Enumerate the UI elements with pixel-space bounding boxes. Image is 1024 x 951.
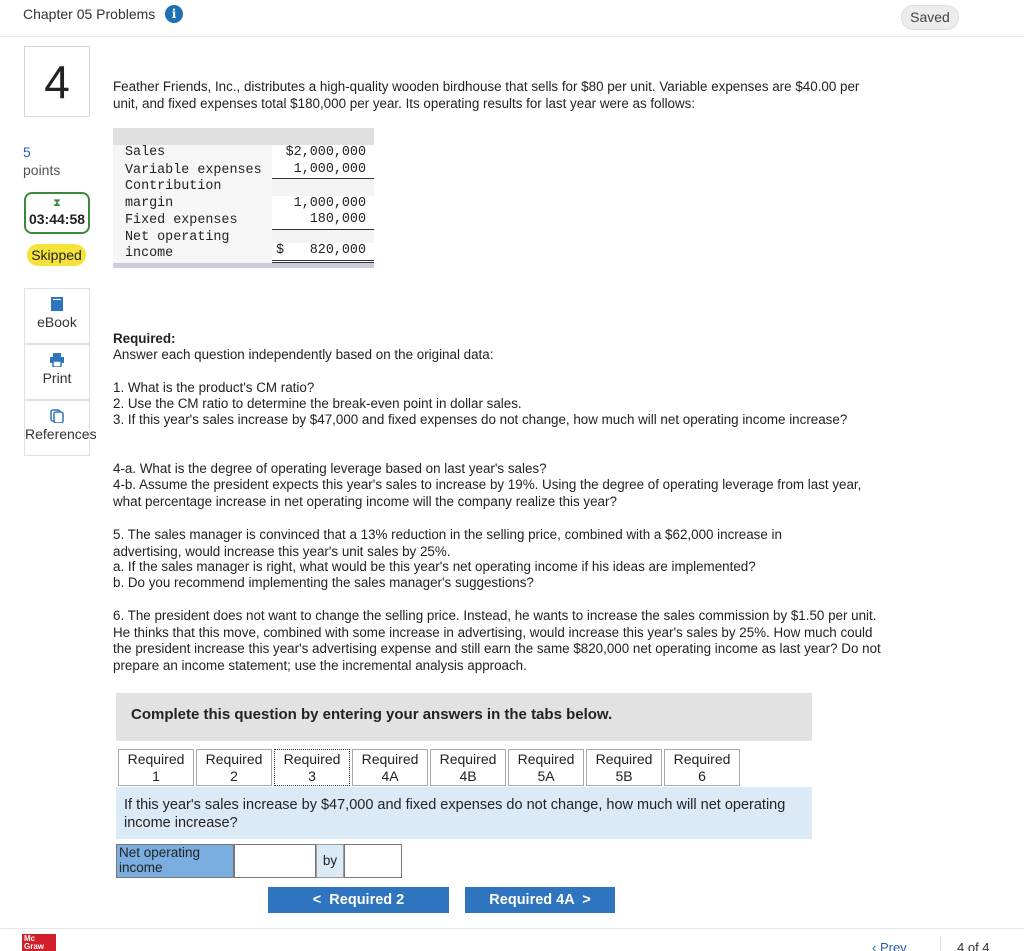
row-value: $2,000,000 bbox=[272, 145, 374, 162]
tab-label: Required bbox=[361, 751, 419, 767]
table-row bbox=[113, 162, 374, 180]
by-label: by bbox=[316, 844, 344, 878]
tab-panel-prompt bbox=[116, 787, 812, 839]
tab-label: Required bbox=[595, 751, 653, 767]
row-label: Contribution margin bbox=[113, 179, 272, 212]
question-2: 2. Use the CM ratio to determine the break-even point in dollar sales. bbox=[113, 396, 522, 411]
instruction-box bbox=[116, 693, 812, 741]
status-badge: Skipped bbox=[27, 244, 86, 266]
tab-required-4b[interactable] bbox=[430, 749, 506, 786]
timer-value: 03:44:58 bbox=[28, 211, 86, 227]
timer[interactable] bbox=[24, 192, 90, 234]
prev-link-label: Prev bbox=[879, 940, 907, 951]
print-button[interactable] bbox=[24, 344, 90, 400]
top-bar bbox=[0, 0, 1024, 37]
tab-number: 5B bbox=[615, 768, 633, 784]
tab-number: 2 bbox=[230, 768, 238, 784]
book-icon bbox=[50, 297, 64, 311]
tab-number: 5A bbox=[537, 768, 555, 784]
row-label: Net operating income bbox=[113, 230, 272, 263]
prev-question-link[interactable]: ‹ Prev bbox=[872, 940, 907, 951]
row-label: Sales bbox=[113, 145, 272, 162]
saved-badge: Saved bbox=[901, 5, 959, 30]
percent-input[interactable] bbox=[344, 844, 402, 878]
currency-symbol: $ bbox=[276, 243, 285, 258]
chapter-title: Chapter 05 Problems bbox=[23, 6, 156, 22]
next-tab-button[interactable] bbox=[465, 887, 615, 913]
next-tab-label: Required 4A bbox=[489, 892, 575, 908]
required-subheading: Answer each question independently based on the original data: bbox=[113, 347, 494, 362]
chevron-right-icon: > bbox=[582, 892, 591, 908]
publisher-logo: Mc Graw bbox=[22, 934, 56, 951]
chevron-left-icon: < bbox=[312, 892, 322, 908]
question-5: 5. The sales manager is convinced that a 13% reduction in the selling price, combined with a $62,000 increase in advertising, would increase this year's unit sales by 25%. bbox=[113, 527, 782, 559]
amount-input[interactable] bbox=[234, 844, 316, 878]
prev-tab-label: Required 2 bbox=[329, 892, 405, 908]
prev-tab-button[interactable] bbox=[268, 887, 449, 913]
tab-number: 4A bbox=[381, 768, 399, 784]
tab-required-1[interactable] bbox=[118, 749, 194, 786]
row-label: Variable expenses bbox=[113, 163, 272, 180]
question-1: 1. What is the product's CM ratio? bbox=[113, 380, 315, 395]
table-row bbox=[113, 212, 374, 230]
table-row bbox=[113, 230, 374, 263]
table-row bbox=[113, 179, 374, 212]
footer-separator bbox=[940, 936, 941, 951]
question-5b: b. Do you recommend implementing the sales manager's suggestions? bbox=[113, 575, 534, 590]
tab-number: 4B bbox=[459, 768, 477, 784]
row-value bbox=[272, 243, 374, 263]
question-6: 6. The president does not want to change the selling price. Instead, he wants to increase the sales commission by $1.50 per unit. He thinks that this move, combined with some increase in advertising, would increase this year's sales by 25%. How much could the president increase this year's advertising expense and still earn the same $820,000 net operating income as last year? Do not prepare an income statement; use the incremental analysis approach. bbox=[113, 608, 881, 673]
tab-required-5a[interactable] bbox=[508, 749, 584, 786]
instruction-text: Complete this question by entering your answers in the tabs below. bbox=[131, 706, 613, 723]
references-label: References bbox=[25, 426, 97, 442]
tab-number: 3 bbox=[308, 768, 316, 784]
question-3: 3. If this year's sales increase by $47,000 and fixed expenses do not change, how much will net operating income increase? bbox=[113, 412, 848, 427]
tab-number: 1 bbox=[152, 768, 160, 784]
print-label: Print bbox=[42, 370, 72, 386]
info-icon[interactable]: i bbox=[165, 5, 183, 23]
tab-required-6[interactable] bbox=[664, 749, 740, 786]
tab-required-5b[interactable] bbox=[586, 749, 662, 786]
question-5a: a. If the sales manager is right, what would be this year's net operating income if his ideas are implemented? bbox=[113, 559, 756, 574]
tab-required-4a[interactable] bbox=[352, 749, 428, 786]
printer-icon bbox=[50, 353, 64, 367]
row-value: 180,000 bbox=[272, 212, 374, 230]
income-statement-table bbox=[113, 128, 374, 268]
tab-required-2[interactable] bbox=[196, 749, 272, 786]
tab-label: Required bbox=[205, 751, 263, 767]
row-value: 1,000,000 bbox=[272, 196, 374, 213]
tab-number: 6 bbox=[698, 768, 706, 784]
ebook-label: eBook bbox=[37, 314, 77, 330]
required-heading: Required: bbox=[113, 331, 176, 346]
tab-label: Required bbox=[439, 751, 497, 767]
tab-label: Required bbox=[517, 751, 575, 767]
tab-label: Required bbox=[283, 751, 341, 767]
amount: 820,000 bbox=[309, 243, 366, 258]
page-indicator: 4 of 4 bbox=[957, 940, 990, 951]
question-4a: 4-a. What is the degree of operating leverage based on last year's sales? bbox=[113, 461, 547, 476]
points-label: points bbox=[23, 162, 61, 178]
question-4b: 4-b. Assume the president expects this year's sales to increase by 19%. Using the degree of operating leverage from last year, what percentage increase in net operating income will the company realize this year? bbox=[113, 477, 862, 509]
references-icon bbox=[50, 409, 64, 423]
tab-label: Required bbox=[673, 751, 731, 767]
hourglass-icon: ⧗ bbox=[53, 197, 61, 209]
ebook-button[interactable] bbox=[24, 288, 90, 344]
footer-divider bbox=[0, 928, 1024, 929]
net-operating-income-label: Net operating income bbox=[116, 844, 234, 878]
prompt-text: If this year's sales increase by $47,000 and fixed expenses do not change, how much will net operating income increase? bbox=[124, 797, 786, 831]
table-row bbox=[113, 145, 374, 162]
tab-required-3[interactable] bbox=[274, 749, 350, 786]
references-button[interactable] bbox=[24, 400, 97, 456]
problem-intro: Feather Friends, Inc., distributes a high-quality wooden birdhouse that sells for $80 per unit. Variable expenses are $40.00 per unit, and fixed expenses total $180,000 per year. Its operating results for last year were as follows: bbox=[113, 79, 860, 111]
question-number: 4 bbox=[24, 46, 90, 117]
row-value: 1,000,000 bbox=[272, 162, 374, 180]
required-tabs bbox=[118, 749, 742, 786]
points-value: 5 bbox=[23, 144, 31, 160]
row-label: Fixed expenses bbox=[113, 213, 272, 230]
tab-label: Required bbox=[127, 751, 185, 767]
